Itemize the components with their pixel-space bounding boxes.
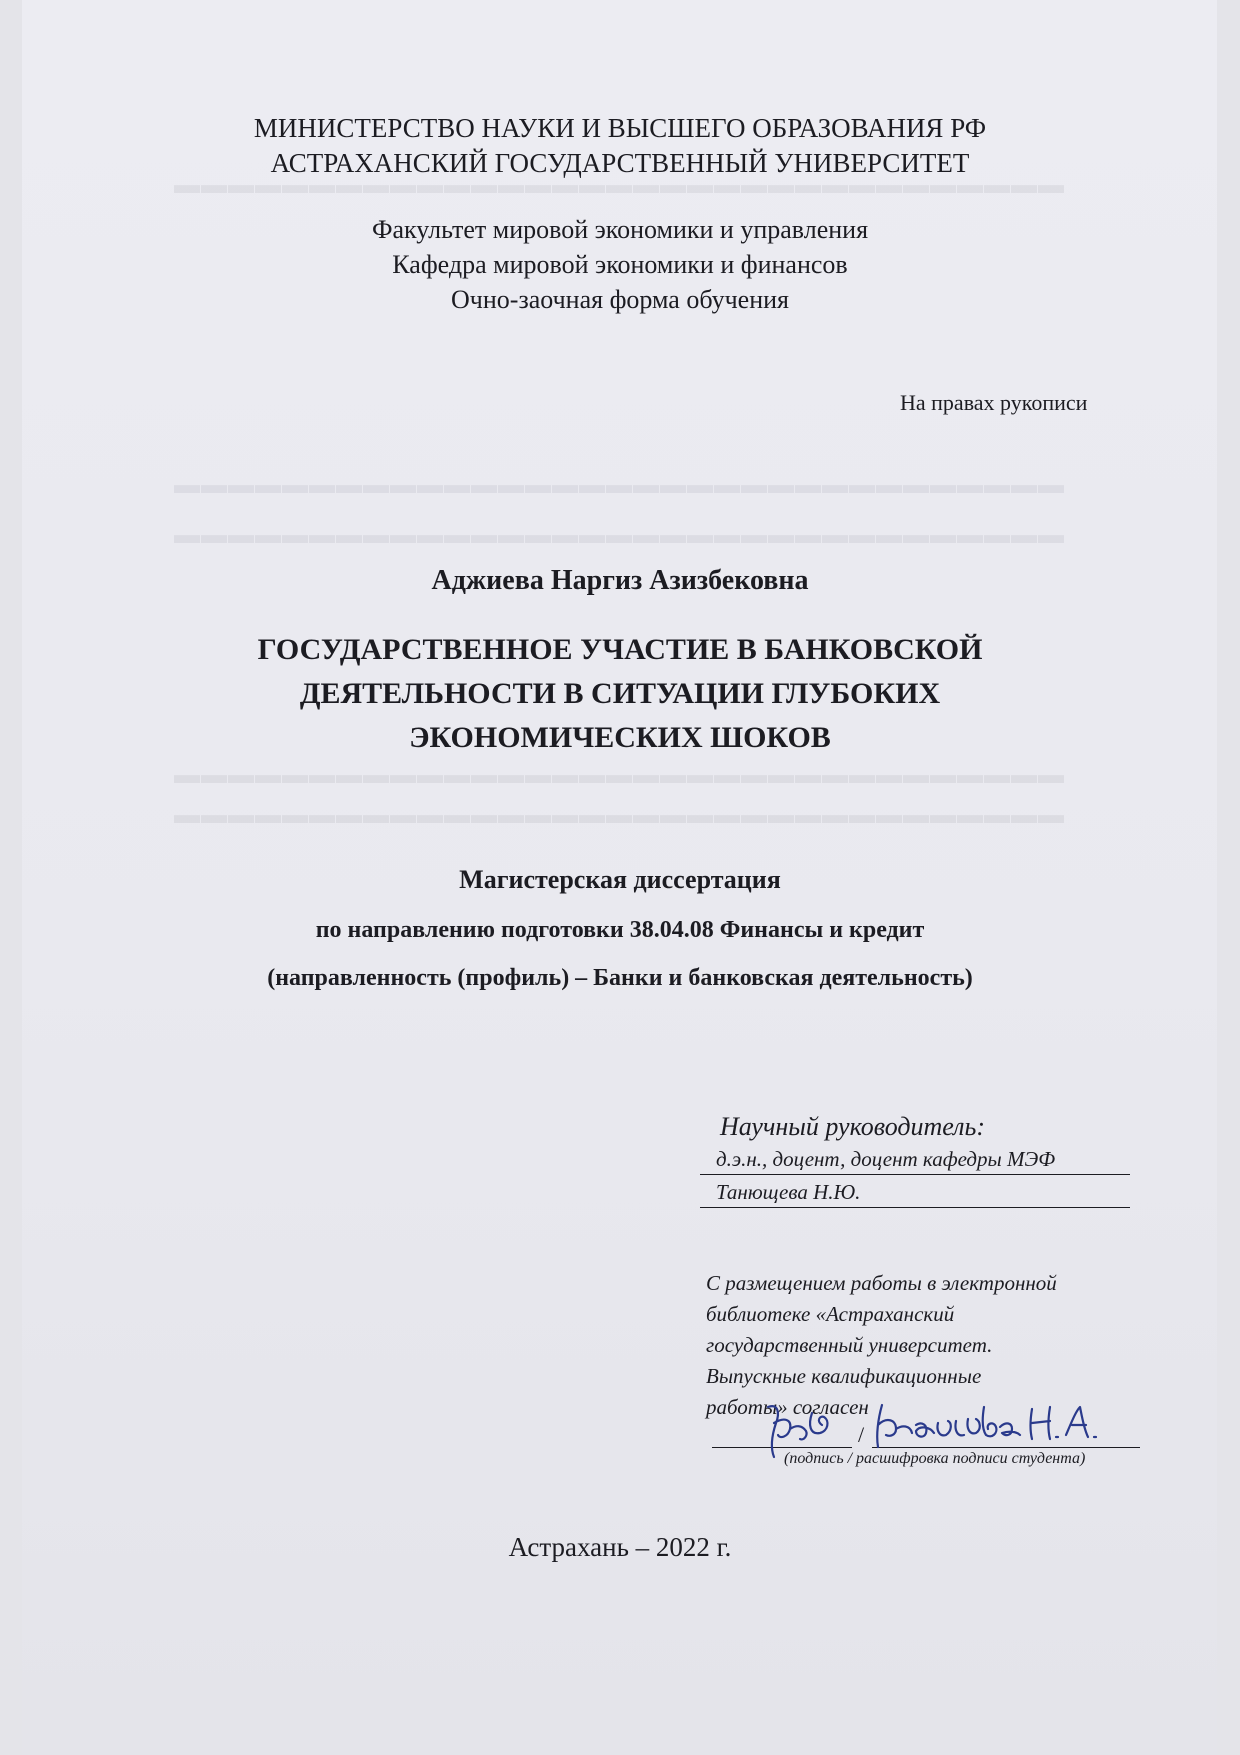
consent-line: С размещением работы в электронной [706, 1271, 1057, 1295]
faculty-name: Факультет мировой экономики и управления [371, 215, 869, 244]
supervisor-position: д.э.н., доцент, доцент кафедры МЭФ [700, 1144, 1130, 1175]
signature-caption: (подпись / расшифровка подписи студента) [784, 1450, 1086, 1467]
consent-line: Выпускные квалификационные [706, 1364, 982, 1388]
bleed-through-text: ▬▬▬▬▬▬▬▬▬▬▬▬▬▬▬▬▬▬▬▬▬▬▬▬▬▬▬▬▬▬▬▬▬ [174, 800, 1065, 829]
rights-note: На правах рукописи [900, 390, 1088, 415]
bleed-through-text: ▬▬▬▬▬▬▬▬▬▬▬▬▬▬▬▬▬▬▬▬▬▬▬▬▬▬▬▬▬▬▬▬▬ [174, 760, 1065, 789]
signature-separator: / [858, 1422, 865, 1447]
consent-line: государственный университет. [706, 1333, 993, 1357]
bleed-through-text: ▬▬▬▬▬▬▬▬▬▬▬▬▬▬▬▬▬▬▬▬▬▬▬▬▬▬▬▬▬▬▬▬▬ [174, 470, 1065, 499]
bleed-through-text: ▬▬▬▬▬▬▬▬▬▬▬▬▬▬▬▬▬▬▬▬▬▬▬▬▬▬▬▬▬▬▬▬▬ [174, 170, 1065, 199]
library-consent-block [706, 1268, 1126, 1423]
signature-line [712, 1408, 1140, 1448]
thesis-title-line: ДЕЯТЕЛЬНОСТИ В СИТУАЦИИ ГЛУБОКИХ [299, 677, 941, 710]
supervisor-block [700, 1112, 1130, 1208]
study-profile: (направленность (профиль) – Банки и банковская деятельность) [267, 965, 973, 991]
signature-decode-underline [872, 1447, 1140, 1448]
thesis-type: Магистерская диссертация [459, 865, 781, 894]
study-direction: по направлению подготовки 38.04.08 Финансы и кредит [315, 917, 925, 943]
university-heading: АСТРАХАНСКИЙ ГОСУДАРСТВЕННЫЙ УНИВЕРСИТЕТ [270, 148, 970, 178]
thesis-title-line: ГОСУДАРСТВЕННОЕ УЧАСТИЕ В БАНКОВСКОЙ [257, 633, 983, 666]
city-year: Астрахань – 2022 г. [508, 1532, 732, 1562]
department-name: Кафедра мировой экономики и финансов [392, 250, 848, 279]
supervisor-label: Научный руководитель: [720, 1112, 986, 1141]
signature-underline [712, 1447, 852, 1448]
thesis-title-line: ЭКОНОМИЧЕСКИХ ШОКОВ [409, 721, 831, 754]
bleed-through-text: ▬▬▬▬▬▬▬▬▬▬▬▬▬▬▬▬▬▬▬▬▬▬▬▬▬▬▬▬▬▬▬▬▬ [174, 520, 1065, 549]
supervisor-name: Танющева Н.Ю. [700, 1177, 1130, 1208]
consent-line: работы» согласен [706, 1395, 869, 1419]
author-name: Аджиева Наргиз Азизбековна [431, 565, 809, 596]
study-form: Очно-заочная форма обучения [451, 285, 789, 314]
ministry-heading: МИНИСТЕРСТВО НАУКИ И ВЫСШЕГО ОБРАЗОВАНИЯ РФ [253, 113, 987, 143]
consent-line: библиотеке «Астраханский [706, 1302, 955, 1326]
